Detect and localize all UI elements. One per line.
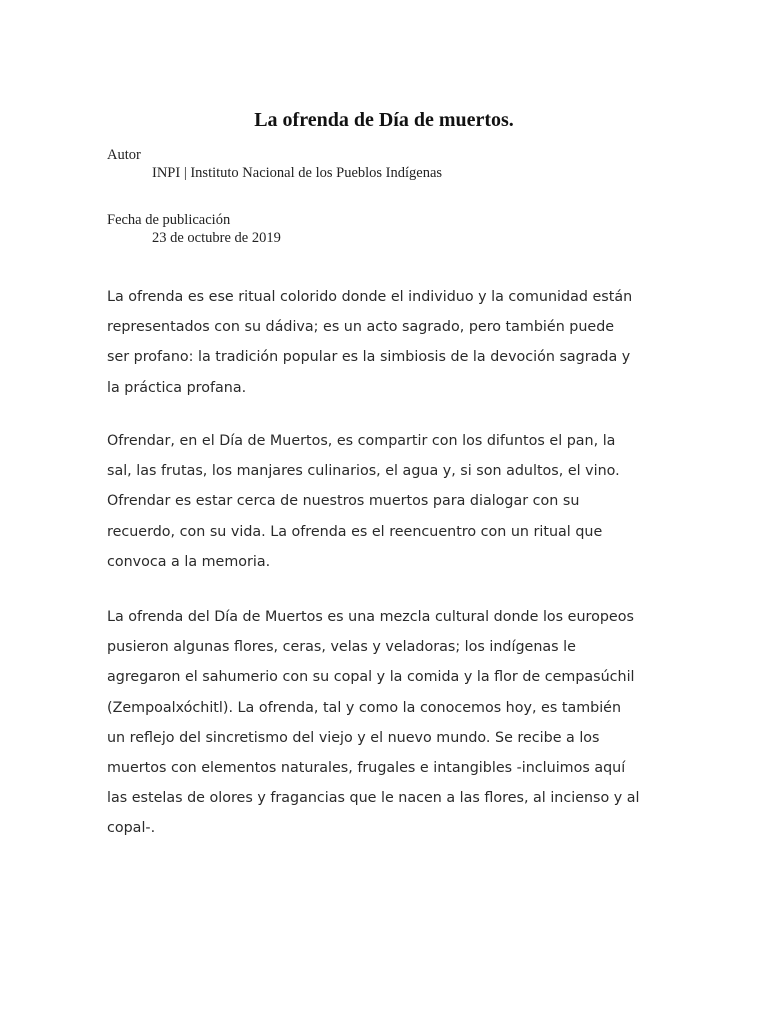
publication-date-value: 23 de octubre de 2019 (152, 230, 281, 246)
paragraph-line: (Zempoalxóchitl). La ofrenda, tal y como la conocemos hoy, es también (107, 699, 622, 716)
paragraph-line: copal-. (107, 820, 156, 837)
paragraph-line: muertos con elementos naturales, frugales e intangibles -incluimos aquí (107, 760, 626, 777)
paragraph-line: La ofrenda del Día de Muertos es una mezcla cultural donde los europeos (107, 609, 634, 625)
paragraph-line: las estelas de olores y fragancias que le nacen a las flores, al incienso y al (107, 790, 640, 807)
paragraph-line: Ofrendar es estar cerca de nuestros muertos para dialogar con su (107, 493, 580, 510)
paragraph-1 (107, 282, 667, 403)
publication-date-label: Fecha de publicación (107, 212, 231, 228)
paragraph-3 (107, 602, 667, 844)
paragraph-line: La ofrenda es ese ritual colorido donde el individuo y la comunidad están (107, 289, 633, 305)
paragraph-line: representados con su dádiva; es un acto sagrado, pero también puede (107, 319, 615, 336)
paragraph-line: un reflejo del sincretismo del viejo y el nuevo mundo. Se recibe a los (107, 729, 600, 746)
paragraph-line: ser profano: la tradición popular es la simbiosis de la devoción sagrada y (107, 349, 631, 366)
author-value: INPI | Instituto Nacional de los Pueblos Indígenas (152, 165, 443, 181)
paragraph-2 (107, 426, 667, 577)
paragraph-line: recuerdo, con su vida. La ofrenda es el reencuentro con un ritual que (107, 523, 603, 540)
paragraph-line: la práctica profana. (107, 379, 247, 396)
paragraph-line: convoca a la memoria. (107, 553, 271, 570)
paragraph-line: agregaron el sahumerio con su copal y la comida y la flor de cempasúchil (107, 669, 635, 686)
paragraph-line: Ofrendar, en el Día de Muertos, es compartir con los difuntos el pan, la (107, 433, 616, 449)
paragraph-line: sal, las frutas, los manjares culinarios, el agua y, si son adultos, el vino. (107, 463, 620, 480)
paragraph-line: pusieron algunas flores, ceras, velas y veladoras; los indígenas le (107, 639, 576, 656)
document-title: La ofrenda de Día de muertos. (254, 109, 514, 131)
author-label: Autor (107, 147, 141, 163)
